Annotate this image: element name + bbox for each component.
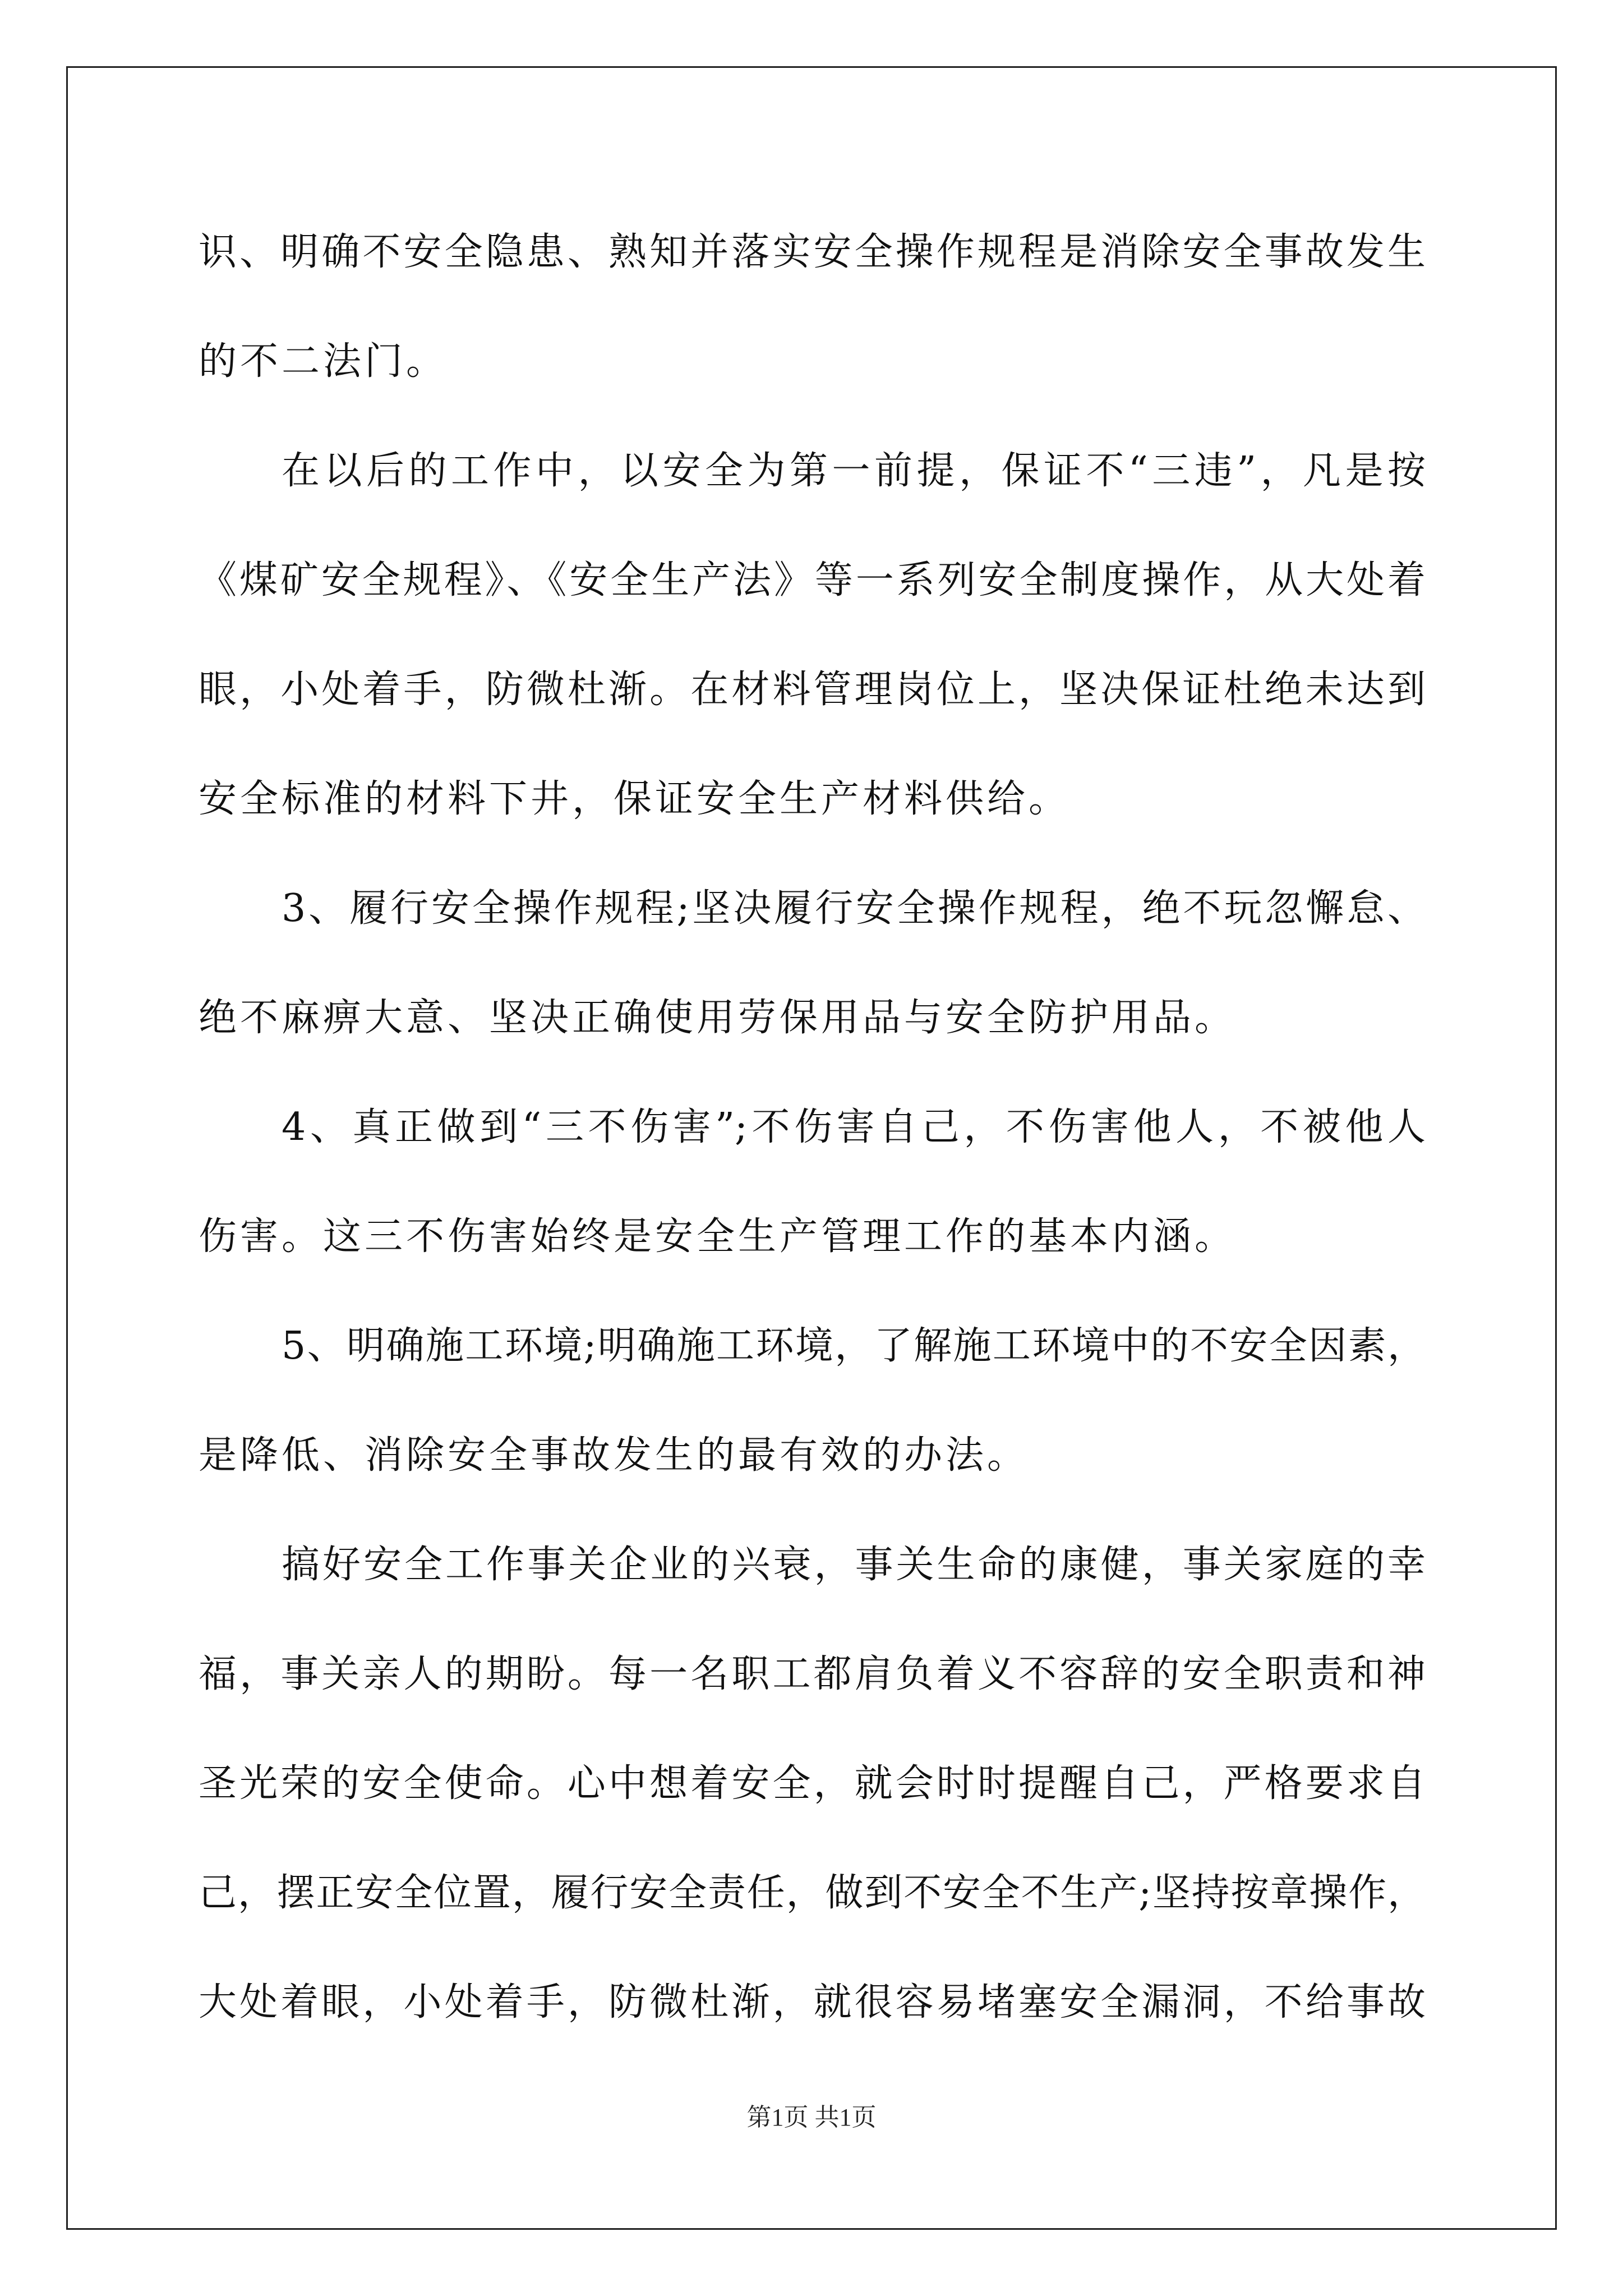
text-line: 己，摆正安全位置，履行安全责任，做到不安全不生产;坚持按章操作，	[199, 1871, 1426, 1915]
text-line: 4、真正做到“三不伤害”;不伤害自己，不伤害他人，不被他人	[282, 1105, 1426, 1149]
text-line: 福，事关亲人的期盼。每一名职工都肩负着义不容辞的安全职责和神	[199, 1652, 1426, 1696]
document-body	[199, 219, 1426, 2078]
page-footer: 第1页 共1页	[746, 2104, 877, 2131]
text-line: 的不二法门。	[199, 339, 448, 384]
text-line: 安全标准的材料下井，保证安全生产材料供给。	[199, 777, 1071, 821]
text-line: 眼，小处着手，防微杜渐。在材料管理岗位上，坚决保证杜绝未达到	[199, 668, 1426, 712]
text-line: 大处着眼，小处着手，防微杜渐，就很容易堵塞安全漏洞，不给事故	[199, 1980, 1426, 2024]
text-line: 绝不麻痹大意、坚决正确使用劳保用品与安全防护用品。	[199, 996, 1237, 1040]
text-line: 5、明确施工环境;明确施工环境，了解施工环境中的不安全因素，	[282, 1324, 1426, 1368]
text-line: 搞好安全工作事关企业的兴衰，事关生命的康健，事关家庭的幸	[282, 1543, 1426, 1587]
text-line: 《煤矿安全规程》、《安全生产法》等一系列安全制度操作，从大处着	[199, 558, 1426, 602]
text-line: 识、明确不安全隐患、熟知并落实安全操作规程是消除安全事故发生	[199, 230, 1426, 274]
text-line: 在以后的工作中，以安全为第一前提，保证不“三违”，凡是按	[282, 449, 1426, 493]
text-line: 3、履行安全操作规程;坚决履行安全操作规程，绝不玩忽懈怠、	[282, 886, 1426, 931]
text-line: 是降低、消除安全事故发生的最有效的办法。	[199, 1433, 1029, 1478]
text-line: 圣光荣的安全使命。心中想着安全，就会时时提醒自己，严格要求自	[199, 1761, 1426, 1806]
text-line: 伤害。这三不伤害始终是安全生产管理工作的基本内涵。	[199, 1214, 1237, 1259]
